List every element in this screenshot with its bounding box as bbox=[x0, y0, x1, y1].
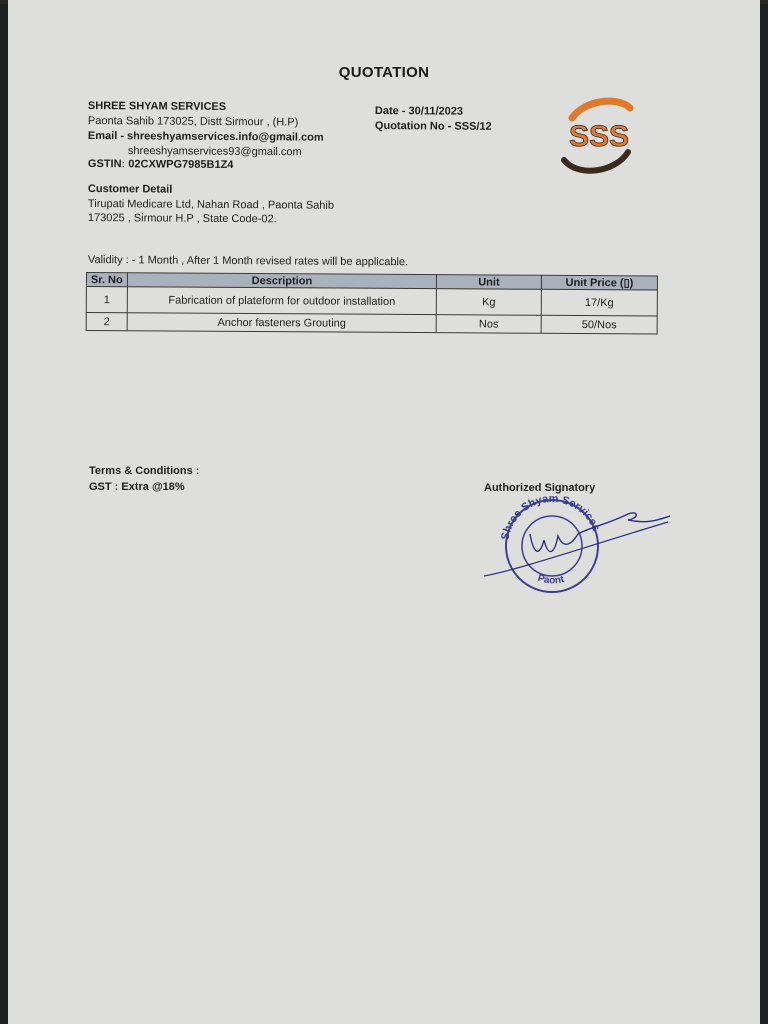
quotation-date: Date - 30/11/2023 bbox=[374, 105, 464, 118]
cell-sr-no: 1 bbox=[86, 287, 127, 313]
stamp-text-top: Shree Shyam Services bbox=[499, 492, 603, 542]
cell-unit: Nos bbox=[436, 315, 541, 334]
company-stamp bbox=[478, 484, 678, 594]
table-row bbox=[86, 313, 657, 334]
cell-description: Anchor fasteners Grouting bbox=[127, 313, 436, 333]
validity-note: Validity : - 1 Month , After 1 Month revised rates will be applicable. bbox=[87, 254, 409, 269]
customer-line-2: 173025 , Sirmour H.P , State Code-02. bbox=[87, 212, 277, 226]
quotation-paper bbox=[8, 0, 760, 1024]
col-sr-no: Sr. No bbox=[86, 273, 127, 287]
cell-unit-price: 50/Nos bbox=[541, 315, 657, 334]
quotation-number: Quotation No - SSS/12 bbox=[374, 120, 492, 133]
company-name: SHREE SHYAM SERVICES bbox=[87, 100, 227, 113]
stamp-text-bottom: Paont bbox=[536, 572, 566, 587]
company-email: Email - shreeshyamservices.info@gmail.com bbox=[87, 130, 324, 144]
terms-heading: Terms & Conditions : bbox=[89, 465, 200, 477]
quotation-table bbox=[86, 272, 658, 334]
col-unit: Unit bbox=[436, 275, 541, 290]
cell-description: Fabrication of plateform for outdoor installation bbox=[127, 287, 436, 315]
col-description: Description bbox=[127, 273, 436, 289]
customer-heading: Customer Detail bbox=[87, 183, 173, 196]
cell-unit: Kg bbox=[436, 289, 541, 316]
signatory-label: Authorized Signatory bbox=[484, 482, 596, 494]
logo-text: SSS bbox=[568, 120, 630, 153]
cell-sr-no: 2 bbox=[86, 313, 127, 331]
company-address: Paonta Sahib 173025, Distt Sirmour , (H.P) bbox=[87, 115, 299, 129]
table-row bbox=[86, 287, 657, 316]
sss-logo bbox=[544, 96, 654, 178]
gst-note: GST : Extra @18% bbox=[89, 481, 185, 493]
document-title: QUOTATION bbox=[338, 64, 430, 81]
customer-line-1: Tirupati Medicare Ltd, Nahan Road , Paonta Sahib bbox=[87, 198, 335, 212]
signature-mark bbox=[530, 513, 670, 552]
cell-unit-price: 17/Kg bbox=[541, 289, 657, 316]
company-gstin: GSTIN: 02CXWPG7985B1Z4 bbox=[87, 158, 234, 172]
company-email-secondary: shreeshyamservices93@gmail.com bbox=[127, 145, 302, 159]
col-unit-price: Unit Price (▯) bbox=[541, 275, 657, 290]
